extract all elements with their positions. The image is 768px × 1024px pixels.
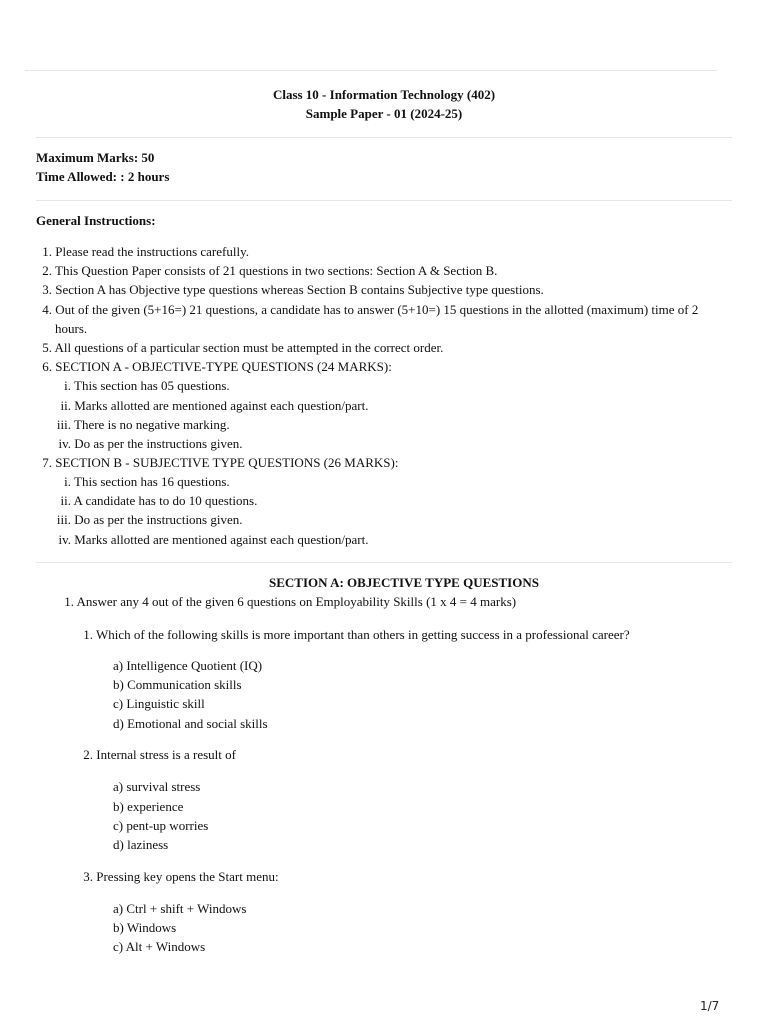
option-b: b) Communication skills xyxy=(113,677,242,692)
list-item: 2. This Question Paper consists of 21 questions in two sections: Section A & Section B. xyxy=(42,263,498,278)
section-a-heading: SECTION A: OBJECTIVE TYPE QUESTIONS xyxy=(269,575,539,590)
header-divider xyxy=(36,137,732,138)
page-number: 1/7 xyxy=(700,999,720,1013)
sub-list-item: iii. There is no negative marking. xyxy=(56,417,230,432)
option-c: c) Linguistic skill xyxy=(113,696,205,711)
list-item: 4. Out of the given (5+16=) 21 questions, a candidate has to answer (5+10=) 15 questions in the allotted (maximum) time of 2 xyxy=(42,302,699,317)
sub-list-item: ii. Marks allotted are mentioned against each question/part. xyxy=(60,398,369,413)
sub-list-item: i. This section has 16 questions. xyxy=(64,474,230,489)
sub-list-item: ii. A candidate has to do 10 questions. xyxy=(60,493,258,508)
sub-list-item: iv. Do as per the instructions given. xyxy=(58,436,243,451)
instructions-heading: General Instructions: xyxy=(36,213,156,228)
option-b: b) experience xyxy=(113,799,184,814)
list-item: 5. All questions of a particular section must be attempted in the correct order. xyxy=(42,340,444,355)
instructions-divider xyxy=(36,562,732,563)
list-item: 6. SECTION A - OBJECTIVE-TYPE QUESTIONS (24 MARKS): xyxy=(42,359,392,374)
list-item-continuation: hours. xyxy=(55,321,88,336)
option-d: d) Emotional and social skills xyxy=(113,716,268,731)
meta-divider xyxy=(36,200,732,201)
option-c: c) Alt + Windows xyxy=(113,939,206,954)
question-1: 1. Answer any 4 out of the given 6 questions on Employability Skills (1 x 4 = 4 marks) xyxy=(64,594,517,609)
subquestion: 2. Internal stress is a result of xyxy=(83,747,236,762)
list-item: 1. Please read the instructions carefully. xyxy=(42,244,249,259)
max-marks: Maximum Marks: 50 xyxy=(36,150,155,165)
option-d: d) laziness xyxy=(113,837,169,852)
option-c: c) pent-up worries xyxy=(113,818,209,833)
option-b: b) Windows xyxy=(113,920,177,935)
time-allowed: Time Allowed: : 2 hours xyxy=(36,169,170,184)
subquestion: 1. Which of the following skills is more important than others in getting success in a professional career? xyxy=(83,627,630,642)
option-a: a) Ctrl + shift + Windows xyxy=(113,901,247,916)
paper-subtitle: Sample Paper - 01 (2024-25) xyxy=(305,106,463,121)
sub-list-item: iv. Marks allotted are mentioned against each question/part. xyxy=(58,532,369,547)
subquestion: 3. Pressing key opens the Start menu: xyxy=(83,869,279,884)
list-item: 7. SECTION B - SUBJECTIVE TYPE QUESTIONS (26 MARKS): xyxy=(42,455,399,470)
sub-list-item: iii. Do as per the instructions given. xyxy=(56,512,243,527)
option-a: a) Intelligence Quotient (IQ) xyxy=(113,658,263,673)
paper-title: Class 10 - Information Technology (402) xyxy=(272,87,496,102)
top-divider xyxy=(25,70,717,71)
sub-list-item: i. This section has 05 questions. xyxy=(64,378,230,393)
option-a: a) survival stress xyxy=(113,779,201,794)
list-item: 3. Section A has Objective type questions whereas Section B contains Subjective type questions. xyxy=(42,282,544,297)
